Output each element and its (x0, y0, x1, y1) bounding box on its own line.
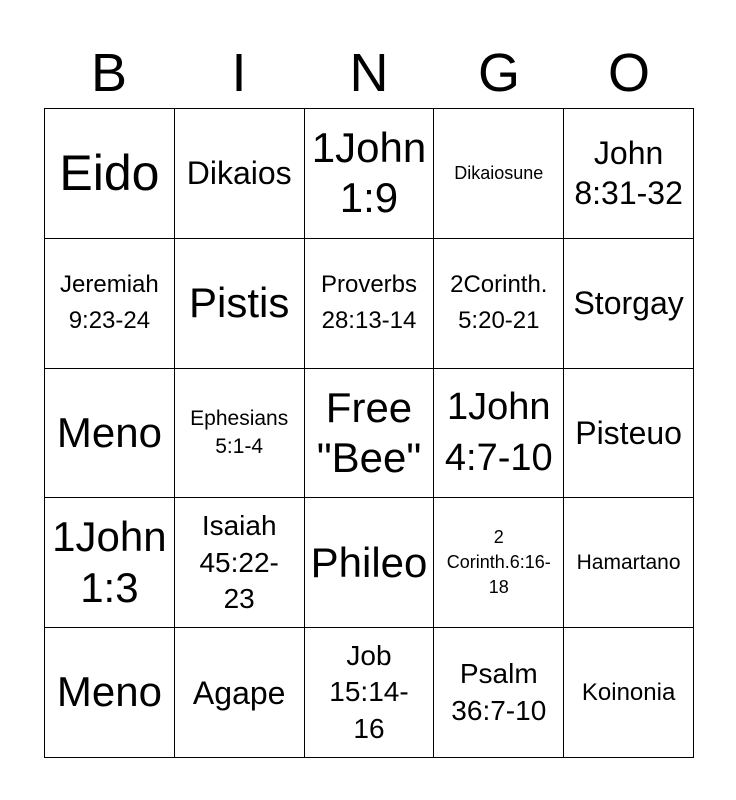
free-space-cell (305, 369, 435, 499)
bingo-cell (175, 628, 305, 758)
bingo-header (44, 40, 694, 106)
cell-text: Ephesians 5:1-4 (190, 406, 289, 458)
cell-text: Dikaios (186, 155, 292, 192)
cell-text: Job 15:14- 16 (329, 640, 409, 744)
cell-text: John 8:31-32 (574, 135, 683, 212)
bingo-cell (434, 239, 564, 369)
cell-text: Pisteuo (575, 414, 682, 451)
free-space-text: Free "Bee" (316, 383, 422, 481)
cell-text: Storgay (573, 285, 684, 322)
header-letter-n: N (349, 43, 389, 103)
bingo-cell (434, 628, 564, 758)
bingo-cell (45, 628, 175, 758)
cell-text: Eido (59, 145, 160, 202)
header-letter-o: O (607, 43, 650, 103)
cell-text: Proverbs 28:13-14 (320, 271, 418, 335)
cell-text: Pistis (189, 279, 290, 326)
bingo-cell (564, 628, 694, 758)
cell-text: 1John 4:7-10 (444, 385, 553, 479)
bingo-cell (175, 369, 305, 499)
bingo-cell (175, 109, 305, 239)
bingo-cell (564, 369, 694, 499)
bingo-cell (175, 239, 305, 369)
cell-text: Dikaiosune (454, 162, 544, 183)
bingo-cell (564, 239, 694, 369)
bingo-cell (175, 498, 305, 628)
bingo-cell (434, 109, 564, 239)
cell-text: Isaiah 45:22- 23 (199, 510, 279, 614)
bingo-cell (434, 498, 564, 628)
bingo-cell (45, 109, 175, 239)
bingo-cell (305, 239, 435, 369)
cell-text: Psalm 36:7-10 (451, 658, 547, 726)
cell-text: Meno (56, 668, 162, 716)
header-letter-g: G (477, 43, 520, 103)
bingo-cell (305, 498, 435, 628)
cell-text: 1John 1:3 (52, 513, 167, 611)
bingo-cell (305, 628, 435, 758)
bingo-cell (305, 109, 435, 239)
cell-text: 1John 1:9 (311, 124, 427, 222)
bingo-cell (434, 369, 564, 499)
cell-text: Jeremiah 9:23-24 (60, 271, 159, 335)
cell-text: Meno (56, 408, 162, 456)
header-letter-b: B (90, 43, 128, 103)
bingo-grid (44, 108, 694, 758)
bingo-cell (45, 498, 175, 628)
cell-text: Hamartano (576, 550, 681, 574)
cell-text: 2Corinth. 5:20-21 (450, 271, 548, 335)
header-letter-i: I (231, 43, 247, 103)
cell-text: 2 Corinth.6:16- 18 (446, 527, 551, 598)
bingo-cell (564, 498, 694, 628)
bingo-cell (45, 239, 175, 369)
cell-text: Koinonia (581, 678, 676, 706)
bingo-cell (45, 369, 175, 499)
cell-text: Phileo (310, 538, 428, 586)
cell-text: Agape (192, 674, 286, 711)
bingo-cell (564, 109, 694, 239)
